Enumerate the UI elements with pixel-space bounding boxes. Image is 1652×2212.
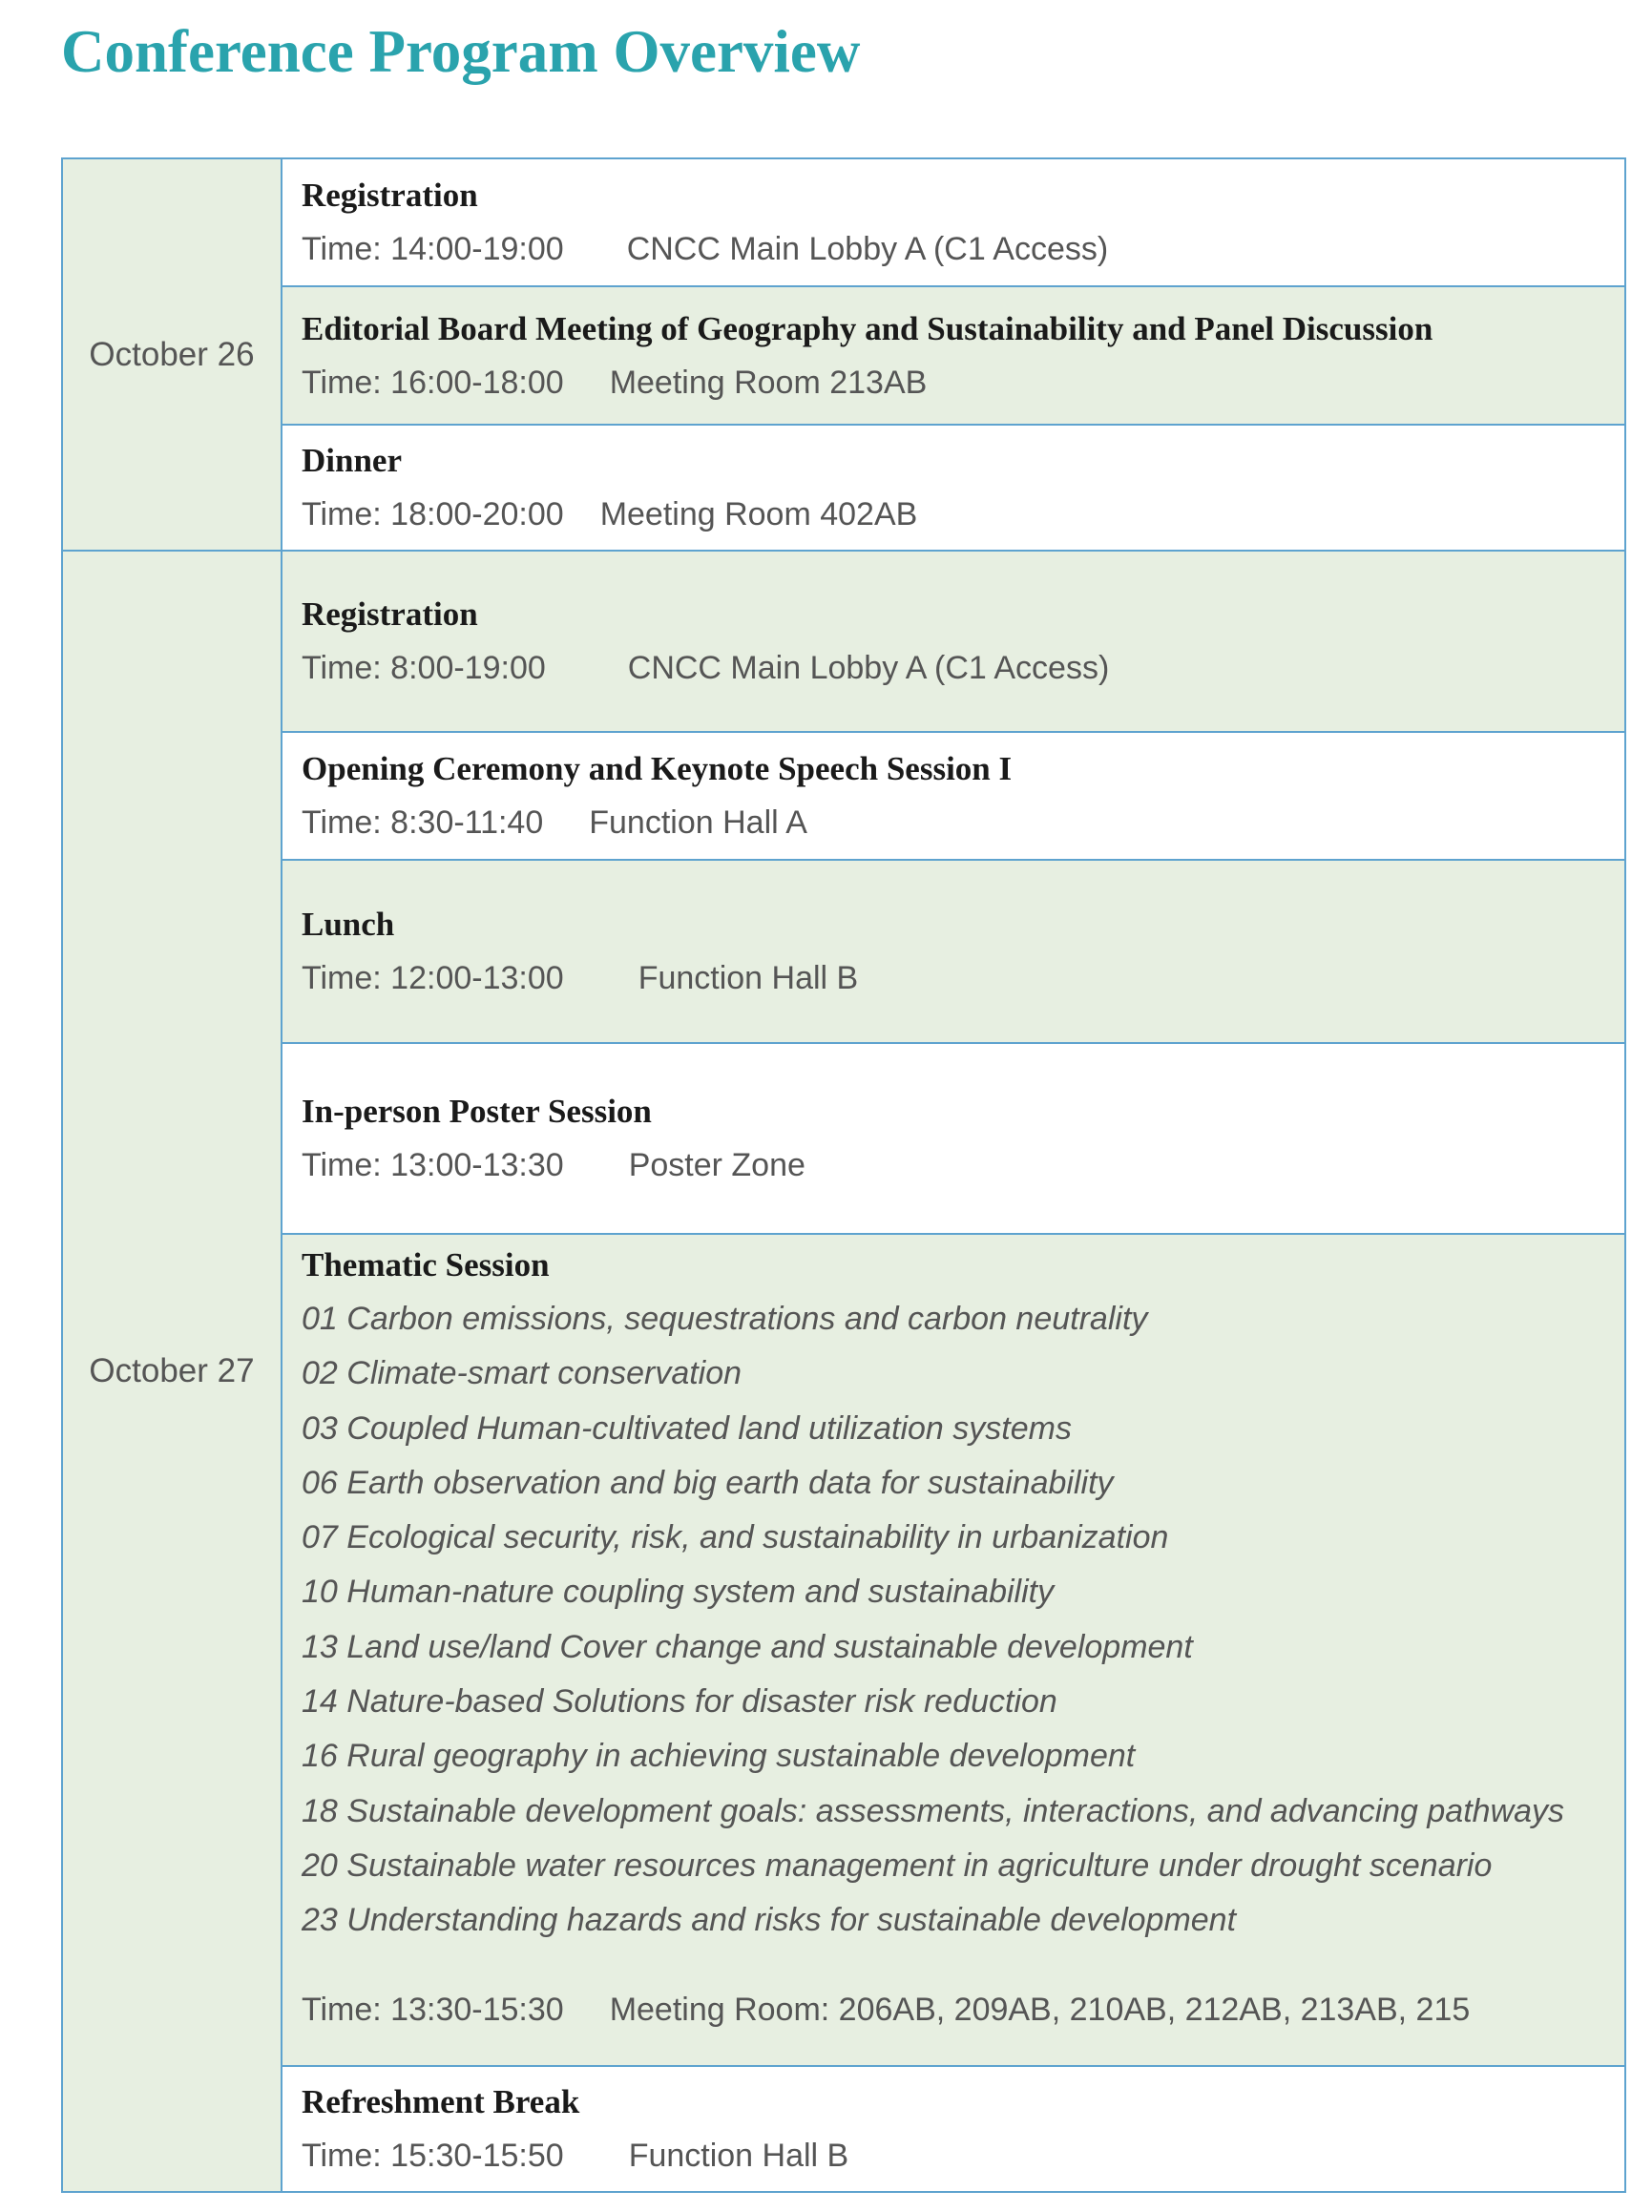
- event-location: CNCC Main Lobby A (C1 Access): [627, 650, 1110, 686]
- event-details: [302, 356, 1607, 409]
- event-editorial-board-meeting: [282, 286, 1625, 425]
- topic-item: 20 Sustainable water resources management in agriculture under drought scenario: [302, 1847, 1493, 1884]
- topic-item: 10 Human-nature coupling system and sustainability: [302, 1574, 1055, 1611]
- date-cell: October 27: [62, 551, 282, 2192]
- event-details: [302, 1138, 1607, 1192]
- event-details: [302, 2129, 1607, 2182]
- table-row: [62, 860, 1625, 1043]
- topic-item: 01 Carbon emissions, sequestrations and carbon neutrality: [302, 1301, 1148, 1337]
- table-row: [62, 286, 1625, 425]
- event-location: Function Hall B: [628, 2138, 849, 2174]
- event-lunch: [282, 860, 1625, 1043]
- topic-item: 03 Coupled Human-cultivated land utilization systems: [302, 1409, 1072, 1447]
- topic-list: [302, 1292, 1607, 1949]
- event-time: Time: 13:30-15:30: [302, 1991, 564, 2028]
- topic-item: 16 Rural geography in achieving sustainable development: [302, 1738, 1136, 1775]
- event-title: Opening Ceremony and Keynote Speech Session I: [302, 750, 1013, 787]
- event-title: In-person Poster Session: [302, 1093, 652, 1130]
- topic-item: 07 Ecological security, risk, and sustainability in urbanization: [302, 1519, 1169, 1556]
- event-title: Dinner: [302, 442, 402, 479]
- table-row: [62, 1043, 1625, 1234]
- event-time: Time: 15:30-15:50: [302, 2138, 564, 2174]
- event-time: Time: 8:00-19:00: [302, 650, 546, 686]
- event-details: [302, 222, 1607, 276]
- event-title: Registration: [302, 595, 478, 633]
- event-location: CNCC Main Lobby A (C1 Access): [626, 231, 1109, 267]
- topic-item: 06 Earth observation and big earth data for sustainability: [302, 1464, 1114, 1501]
- table-row: [62, 732, 1625, 860]
- event-opening-ceremony: [282, 732, 1625, 860]
- event-location: Meeting Room 213AB: [609, 364, 928, 401]
- table-row: [62, 158, 1625, 286]
- table-row: [62, 551, 1625, 732]
- page-title: Conference Program Overview: [61, 18, 861, 85]
- event-details: [302, 951, 1607, 1005]
- event-registration: [282, 158, 1625, 286]
- event-dinner: [282, 425, 1625, 551]
- topic-item: 23 Understanding hazards and risks for sustainable development: [302, 1902, 1237, 1939]
- topic-item: 02 Climate-smart conservation: [302, 1355, 742, 1392]
- event-time: Time: 16:00-18:00: [302, 364, 564, 401]
- event-title: Lunch: [302, 906, 395, 943]
- event-location: Function Hall A: [589, 804, 807, 841]
- event-location: Meeting Room: 206AB, 209AB, 210AB, 212AB, 213AB, 215: [609, 1991, 1471, 2028]
- event-details: [302, 1983, 1607, 2036]
- topic-item: 14 Nature-based Solutions for disaster risk reduction: [302, 1683, 1057, 1721]
- event-location: Meeting Room 402AB: [599, 496, 918, 532]
- event-details: [302, 796, 1607, 849]
- event-registration: [282, 551, 1625, 732]
- program-table: [61, 157, 1626, 2193]
- event-refreshment-break: [282, 2066, 1625, 2192]
- event-details: [302, 488, 1607, 541]
- event-title: Thematic Session: [302, 1246, 550, 1283]
- event-title: Registration: [302, 177, 478, 214]
- event-time: Time: 13:00-13:30: [302, 1147, 564, 1183]
- topic-item: 18 Sustainable development goals: assessments, interactions, and advancing pathways: [302, 1792, 1565, 1829]
- event-time: Time: 8:30-11:40: [302, 804, 544, 841]
- event-time: Time: 14:00-19:00: [302, 231, 564, 267]
- date-cell: October 26: [62, 158, 282, 551]
- event-location: Function Hall B: [638, 960, 859, 996]
- table-row: [62, 2066, 1625, 2192]
- event-poster-session: [282, 1043, 1625, 1234]
- table-row: [62, 425, 1625, 551]
- event-title: Editorial Board Meeting of Geography and Sustainability and Panel Discussion: [302, 309, 1433, 347]
- event-title: Refreshment Break: [302, 2083, 580, 2120]
- table-row: [62, 1234, 1625, 2066]
- event-details: [302, 641, 1607, 695]
- event-location: Poster Zone: [628, 1147, 805, 1183]
- topic-item: 13 Land use/land Cover change and sustainable development: [302, 1628, 1193, 1665]
- event-time: Time: 12:00-13:00: [302, 960, 564, 996]
- event-thematic-session: [282, 1234, 1625, 2066]
- event-time: Time: 18:00-20:00: [302, 496, 564, 532]
